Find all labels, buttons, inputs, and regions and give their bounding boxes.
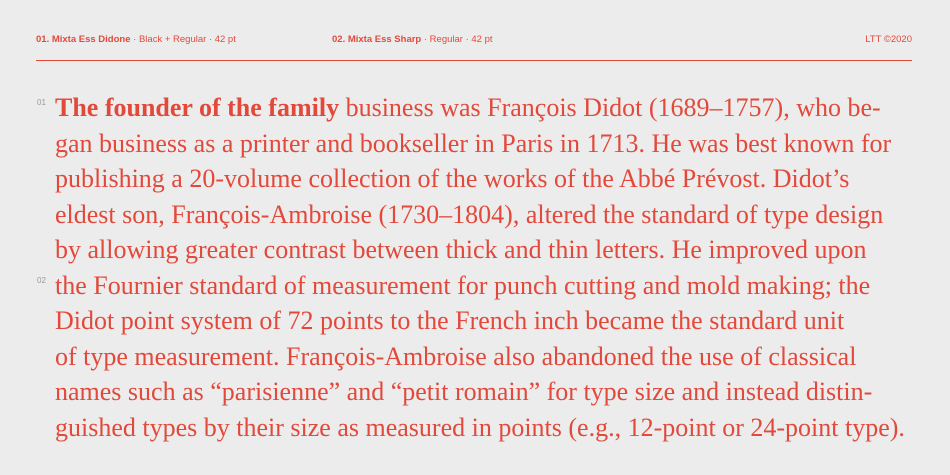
font-spec-1-name: 01. Mixta Ess Didone: [36, 34, 131, 45]
paragraph-marker-1: 01: [37, 98, 46, 107]
text-line-10: guished types by their size as measured in points (e.g., 12-point or 24-point type).: [55, 412, 905, 442]
font-spec-1: [36, 34, 236, 45]
text-line-1: [55, 90, 935, 126]
font-spec-1-detail: · Black + Regular · 42 pt: [130, 34, 236, 45]
font-spec-2-name: 02. Mixta Ess Sharp: [332, 34, 422, 45]
paragraph-marker-2: 02: [37, 276, 46, 285]
text-line-3: publishing a 20-volume collection of the works of the Abbé Prévost. Didot’s: [55, 164, 850, 193]
text-line-4: eldest son, François-Ambroise (1730–1804), altered the standard of type design: [55, 199, 884, 229]
text-line-5: by allowing greater contrast between thick and thin letters. He improved upon: [55, 235, 867, 264]
text-line-7: Didot point system of 72 points to the French inch became the standard unit: [55, 306, 845, 335]
text-line-6: the Fournier standard of measurement for punch cutting and mold making; the: [55, 270, 871, 300]
specimen-header: [36, 34, 912, 48]
text-line-2: gan business as a printer and bookseller in Paris in 1713. He was best known for: [55, 128, 892, 158]
font-spec-2-detail: · Regular · 42 pt: [421, 34, 493, 45]
text-line-9: names such as “parisienne” and “petit romain” for type size and instead distin-: [55, 377, 873, 406]
font-spec-2: [332, 34, 493, 45]
copyright-credit: LTT ©2020: [865, 34, 912, 45]
specimen-text: [55, 90, 935, 445]
text-line-8: of type measurement. François-Ambroise also abandoned the use of classical: [55, 341, 857, 371]
header-divider: [36, 60, 912, 61]
lead-phrase: The founder of the family: [55, 93, 340, 122]
text-line-1-rest: business was François Didot (1689–1757), who be-: [339, 93, 881, 122]
